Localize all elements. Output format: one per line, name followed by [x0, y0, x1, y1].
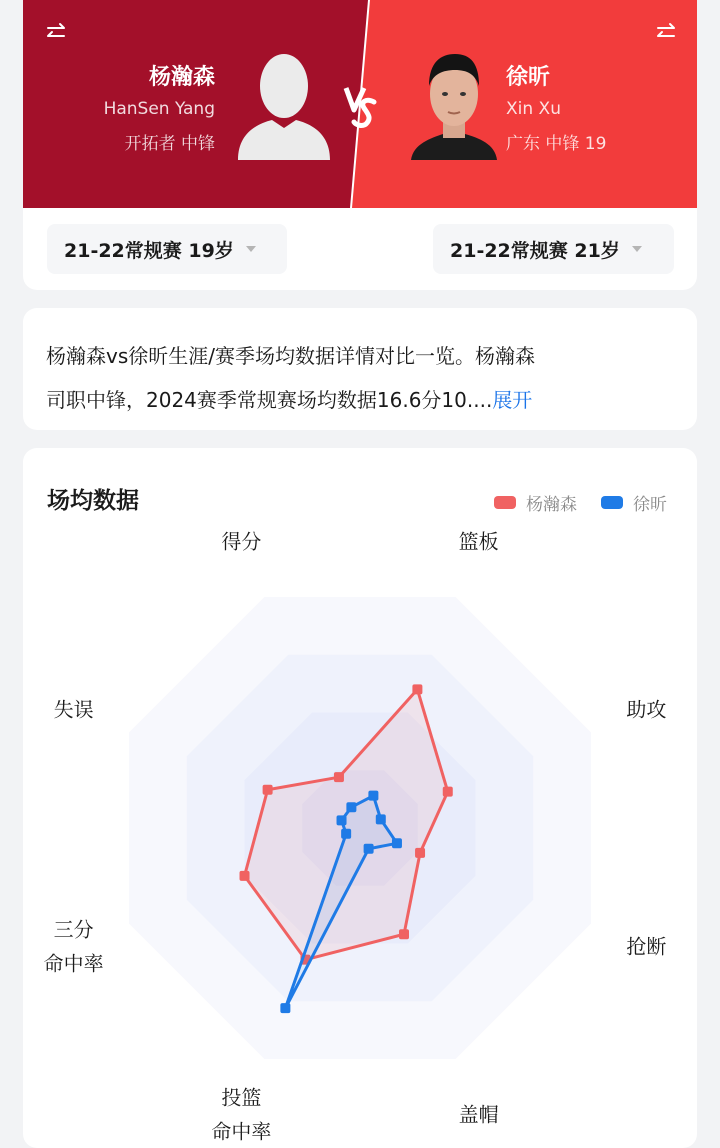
right-player-team-position: 广东 中锋 19	[506, 134, 607, 154]
radar-chart	[23, 448, 697, 1148]
left-player-english-name: HanSen Yang	[103, 99, 215, 119]
left-player-team-position: 开拓者 中锋	[124, 134, 215, 154]
radar-point-series-1	[415, 848, 425, 858]
description-line-2: 司职中锋，2024赛季常规赛场均数据16.6分10....	[46, 388, 493, 412]
left-player-name: 杨瀚森	[148, 65, 215, 90]
radar-point-series-1	[240, 871, 250, 881]
chevron-down-icon	[632, 246, 642, 252]
radar-axis-label: 盖帽	[458, 1102, 499, 1127]
radar-point-series-2	[341, 829, 351, 839]
description-line-1: 杨瀚森vs徐昕生涯/赛季场均数据详情对比一览。杨瀚森	[46, 344, 535, 368]
comparison-description	[46, 334, 676, 422]
legend-label: 徐昕	[633, 495, 667, 515]
right-season-label: 21-22常规赛 21岁	[450, 239, 620, 262]
player-banner	[23, 0, 697, 208]
right-season-select[interactable]	[433, 224, 674, 274]
left-season-select[interactable]	[47, 224, 287, 274]
left-player-avatar-placeholder	[234, 48, 332, 160]
per-game-stats-card	[23, 448, 697, 1148]
radar-point-series-2	[376, 814, 386, 824]
chevron-down-icon	[246, 246, 256, 252]
radar-point-series-1	[412, 684, 422, 694]
description-card	[23, 308, 697, 430]
versus-icon	[340, 84, 380, 128]
radar-axis-label: 失误	[53, 697, 94, 722]
radar-axis-label: 助攻	[626, 697, 667, 722]
left-season-label: 21-22常规赛 19岁	[64, 239, 234, 262]
radar-axis-label: 篮板	[458, 529, 499, 554]
radar-point-series-2	[337, 815, 347, 825]
player-compare-card	[23, 0, 697, 290]
section-title: 场均数据	[47, 488, 139, 514]
right-player-avatar	[405, 48, 503, 160]
radar-point-series-1	[443, 787, 453, 797]
radar-axis-label: 投篮命中率	[211, 1085, 272, 1144]
swap-left-player-icon[interactable]	[45, 22, 67, 42]
radar-point-series-2	[392, 838, 402, 848]
expand-link[interactable]: 展开	[492, 388, 533, 412]
right-player-name: 徐昕	[506, 65, 551, 90]
radar-point-series-2	[364, 844, 374, 854]
radar-axis-label: 抢断	[626, 934, 667, 959]
swap-right-player-icon[interactable]	[655, 22, 677, 42]
radar-axis-label: 得分	[221, 529, 262, 554]
radar-point-series-2	[368, 791, 378, 801]
radar-axis-label: 三分命中率	[43, 917, 104, 976]
radar-point-series-1	[399, 929, 409, 939]
radar-point-series-2	[346, 802, 356, 812]
radar-point-series-2	[280, 1003, 290, 1013]
right-player-english-name: Xin Xu	[506, 99, 561, 119]
legend-label: 杨瀚森	[526, 495, 577, 515]
radar-point-series-1	[334, 772, 344, 782]
radar-point-series-1	[263, 785, 273, 795]
